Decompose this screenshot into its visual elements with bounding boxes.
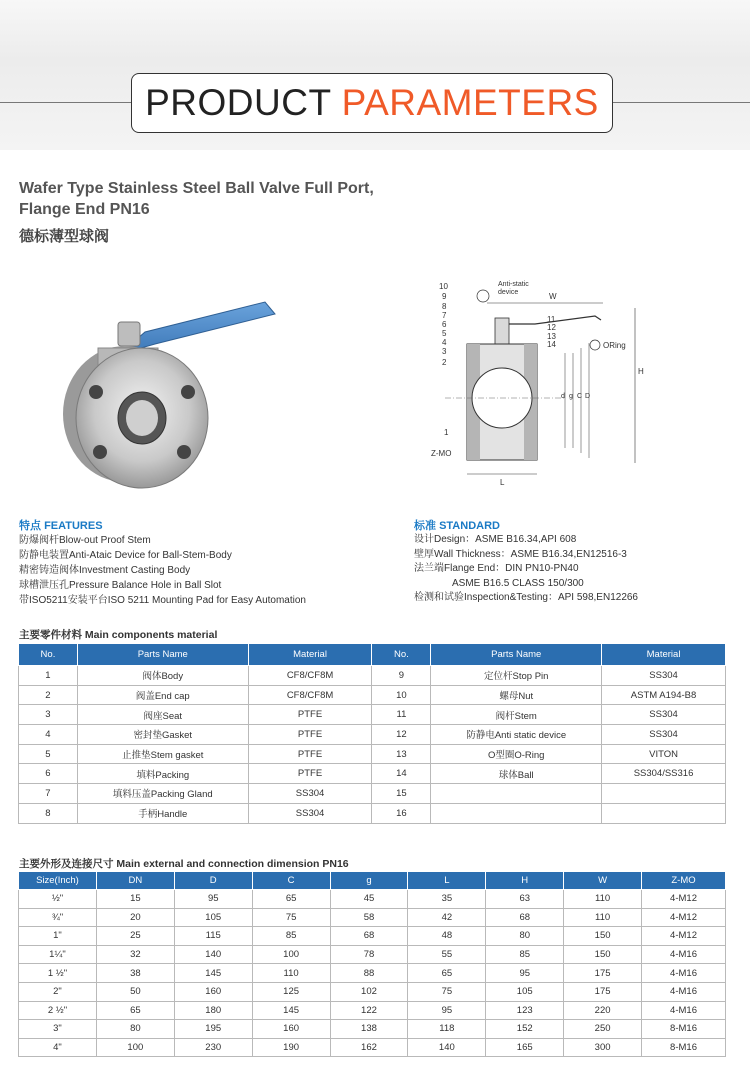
dimension-table-body: [19, 890, 726, 1057]
part-no-label: 12: [547, 323, 556, 332]
table-cell: 85: [486, 945, 564, 964]
standard-heading-cn: 标准: [414, 520, 436, 532]
table-cell: 阀体Body: [77, 666, 248, 686]
table-cell: ASTM A194-B8: [602, 685, 726, 705]
table-cell: 140: [408, 1038, 486, 1057]
table-cell: 250: [564, 1020, 642, 1039]
oring-detail-icon: [590, 340, 600, 350]
part-no-label: 9: [442, 292, 447, 301]
table-cell: 定位杆Stop Pin: [431, 666, 602, 686]
table-row: [19, 784, 726, 804]
table-cell: 110: [252, 964, 330, 983]
title-word-parameters: PARAMETERS: [341, 82, 599, 123]
part-no-label: 6: [442, 320, 447, 329]
table-row: [19, 685, 726, 705]
table-cell: 105: [174, 908, 252, 927]
part-no-label: 10: [439, 282, 448, 291]
part-no-label: 2: [442, 358, 447, 367]
table-cell: SS304/SS316: [602, 764, 726, 784]
table-cell: CF8/CF8M: [248, 666, 372, 686]
table-cell: 11: [372, 705, 431, 725]
part-no-label: 1: [444, 428, 449, 437]
bolt-hole: [93, 445, 107, 459]
col-header: g: [330, 872, 408, 890]
table-cell: 1 ½": [19, 964, 97, 983]
table-row: [19, 964, 726, 983]
table-cell: 95: [174, 890, 252, 909]
table-cell: 150: [564, 927, 642, 946]
table-cell: 2: [19, 685, 78, 705]
table-cell: 138: [330, 1020, 408, 1039]
standard-item: 检测和试验Inspection&Testing：API 598,EN12266: [414, 592, 638, 604]
table-cell: 10: [372, 685, 431, 705]
table-cell: SS304: [248, 803, 372, 823]
dimension-table-title: [19, 856, 349, 871]
table-row: [19, 890, 726, 909]
table-cell: 9: [372, 666, 431, 686]
col-header: D: [174, 872, 252, 890]
table-cell: PTFE: [248, 725, 372, 745]
part-no-label: 3: [442, 347, 447, 356]
table-cell: 螺母Nut: [431, 685, 602, 705]
bolt-hole: [177, 445, 191, 459]
col-header: Material: [602, 644, 726, 666]
table-cell: [431, 803, 602, 823]
table-cell: 8-M16: [642, 1020, 726, 1039]
dim-d-label: d: [561, 393, 565, 400]
col-header: L: [408, 872, 486, 890]
table-cell: 4-M12: [642, 890, 726, 909]
col-header: Parts Name: [77, 644, 248, 666]
table-cell: 45: [330, 890, 408, 909]
dim-D-label: D: [585, 393, 591, 400]
table-cell: 110: [564, 890, 642, 909]
table-cell: 65: [252, 890, 330, 909]
features-list: [19, 533, 306, 608]
table-cell: O型圈O-Ring: [431, 744, 602, 764]
table-cell: 4-M12: [642, 927, 726, 946]
table-row: [19, 725, 726, 745]
table-cell: 160: [174, 982, 252, 1001]
dimension-title-suffix: PN16: [322, 858, 349, 870]
table-cell: 阀座Seat: [77, 705, 248, 725]
table-cell: 100: [96, 1038, 174, 1057]
col-header: No.: [372, 644, 431, 666]
table-cell: 48: [408, 927, 486, 946]
table-row: [19, 908, 726, 927]
table-cell: 3: [19, 705, 78, 725]
components-table-title: 主要零件材料 Main components material: [19, 629, 218, 641]
table-cell: PTFE: [248, 764, 372, 784]
standard-item: 壁厚Wall Thickness：ASME B16.34,EN12516-3: [414, 548, 627, 560]
part-no-label: 5: [442, 329, 447, 338]
standard-list: [414, 533, 638, 606]
standard-heading: [414, 517, 500, 533]
header-left-rule: [0, 102, 131, 103]
table-cell: 2 ½": [19, 1001, 97, 1020]
table-cell: 止推垫Stem gasket: [77, 744, 248, 764]
table-cell: 阀杆Stem: [431, 705, 602, 725]
table-cell: 115: [174, 927, 252, 946]
ball-surface: [126, 400, 158, 436]
table-cell: 1¼": [19, 945, 97, 964]
title-word-product: PRODUCT: [145, 82, 331, 123]
table-cell: 78: [330, 945, 408, 964]
table-cell: 88: [330, 964, 408, 983]
part-no-label: 7: [442, 311, 447, 320]
components-table: [18, 643, 726, 824]
table-cell: CF8/CF8M: [248, 685, 372, 705]
table-cell: 1: [19, 666, 78, 686]
table-cell: 80: [96, 1020, 174, 1039]
table-cell: SS304: [602, 705, 726, 725]
table-cell: 165: [486, 1038, 564, 1057]
table-cell: 20: [96, 908, 174, 927]
part-no-label: 13: [547, 332, 556, 341]
table-cell: 4": [19, 1038, 97, 1057]
table-cell: SS304: [602, 725, 726, 745]
feature-item: 精密铸造阀体Investment Casting Body: [19, 565, 191, 576]
table-cell: ½": [19, 890, 97, 909]
table-cell: PTFE: [248, 744, 372, 764]
table-cell: 32: [96, 945, 174, 964]
dim-h-label: H: [638, 367, 644, 376]
anti-static-detail-icon: [477, 290, 489, 302]
table-cell: 13: [372, 744, 431, 764]
bolt-hole: [181, 385, 195, 399]
table-cell: 102: [330, 982, 408, 1001]
dimension-table: [18, 871, 726, 1057]
part-no-label: 11: [547, 315, 556, 324]
part-no-label: 8: [442, 302, 447, 311]
standard-item: 法兰端Flange End：DIN PN10-PN40: [414, 563, 579, 575]
table-cell: 12: [372, 725, 431, 745]
table-cell: 58: [330, 908, 408, 927]
product-title-cn: 德标薄型球阀: [19, 228, 110, 245]
table-cell: 105: [486, 982, 564, 1001]
table-cell: 118: [408, 1020, 486, 1039]
header-right-rule: [613, 102, 750, 103]
table-cell: 75: [408, 982, 486, 1001]
table-row: [19, 744, 726, 764]
table-row: [19, 666, 726, 686]
dim-l-label: L: [500, 478, 505, 487]
col-header: Material: [248, 644, 372, 666]
table-cell: [431, 784, 602, 804]
feature-item: 防静电装置Anti-Ataic Device for Ball-Stem-Body: [19, 550, 232, 561]
table-cell: 63: [486, 890, 564, 909]
table-cell: SS304: [602, 666, 726, 686]
table-cell: 14: [372, 764, 431, 784]
table-cell: 手柄Handle: [77, 803, 248, 823]
table-row: [19, 945, 726, 964]
table-cell: 1": [19, 927, 97, 946]
table-cell: 110: [564, 908, 642, 927]
table-cell: 95: [486, 964, 564, 983]
table-cell: 75: [252, 908, 330, 927]
table-cell: 阀盖End cap: [77, 685, 248, 705]
table-cell: 4-M16: [642, 982, 726, 1001]
bolt-hole: [89, 385, 103, 399]
table-cell: 195: [174, 1020, 252, 1039]
col-header: Z-MO: [642, 872, 726, 890]
features-heading-cn: 特点: [19, 520, 41, 532]
valve-photo: [50, 292, 310, 492]
table-cell: 125: [252, 982, 330, 1001]
table-cell: 4-M12: [642, 908, 726, 927]
table-row: [19, 1020, 726, 1039]
table-cell: 2": [19, 982, 97, 1001]
table-cell: 15: [372, 784, 431, 804]
table-cell: 65: [96, 1001, 174, 1020]
table-cell: 95: [408, 1001, 486, 1020]
col-header: DN: [96, 872, 174, 890]
table-cell: 68: [486, 908, 564, 927]
table-cell: 175: [564, 964, 642, 983]
table-cell: 8: [19, 803, 78, 823]
standard-item: ASME B16.5 CLASS 150/300: [452, 577, 584, 589]
table-cell: 35: [408, 890, 486, 909]
table-cell: 122: [330, 1001, 408, 1020]
device-label: device: [498, 289, 519, 296]
components-header-row: [19, 644, 726, 666]
table-row: [19, 803, 726, 823]
table-cell: 300: [564, 1038, 642, 1057]
table-cell: 150: [564, 945, 642, 964]
feature-item: 防爆阀杆Blow-out Proof Stem: [19, 535, 151, 546]
stem-nut: [118, 322, 140, 346]
dim-w-label: W: [549, 292, 557, 301]
features-heading-en: FEATURES: [44, 520, 103, 532]
anti-static-label: Anti-static: [498, 281, 529, 288]
dim-c-label: C: [577, 393, 583, 400]
table-cell: 4-M16: [642, 1001, 726, 1020]
table-cell: 162: [330, 1038, 408, 1057]
handle-shape: [120, 302, 275, 354]
col-header: H: [486, 872, 564, 890]
table-cell: 25: [96, 927, 174, 946]
table-cell: SS304: [248, 784, 372, 804]
table-cell: 15: [96, 890, 174, 909]
dim-g-label: g: [569, 393, 573, 400]
table-cell: 3": [19, 1020, 97, 1039]
feature-item: 带ISO5211安装平台ISO 5211 Mounting Pad for Easy Automation: [19, 595, 306, 606]
table-cell: 填料压盖Packing Gland: [77, 784, 248, 804]
page-title-banner: [131, 73, 613, 133]
table-cell: 152: [486, 1020, 564, 1039]
table-cell: 230: [174, 1038, 252, 1057]
table-row: [19, 927, 726, 946]
oring-label: ORing: [603, 341, 626, 350]
table-cell: 160: [252, 1020, 330, 1039]
table-cell: [602, 803, 726, 823]
table-cell: 4-M16: [642, 964, 726, 983]
table-cell: 80: [486, 927, 564, 946]
table-cell: [602, 784, 726, 804]
zmo-label: Z-MO: [431, 449, 452, 458]
table-row: [19, 705, 726, 725]
standard-item: 设计Design：ASME B16.34,API 608: [414, 534, 577, 545]
table-cell: 180: [174, 1001, 252, 1020]
table-row: [19, 982, 726, 1001]
table-cell: 4-M16: [642, 945, 726, 964]
table-cell: PTFE: [248, 705, 372, 725]
part-no-label: 4: [442, 338, 447, 347]
components-table-body: [19, 666, 726, 824]
col-header: No.: [19, 644, 78, 666]
feature-item: 球槽泄压孔Pressure Balance Hole in Ball Slot: [19, 580, 222, 591]
table-cell: 140: [174, 945, 252, 964]
table-cell: 55: [408, 945, 486, 964]
technical-drawing: [425, 278, 655, 488]
table-cell: 7: [19, 784, 78, 804]
table-cell: 38: [96, 964, 174, 983]
part-no-label: 14: [547, 340, 556, 349]
product-title-line1: Wafer Type Stainless Steel Ball Valve Full Port,: [19, 180, 374, 197]
col-header: W: [564, 872, 642, 890]
table-cell: 6: [19, 764, 78, 784]
table-row: [19, 764, 726, 784]
table-cell: 145: [174, 964, 252, 983]
table-cell: 65: [408, 964, 486, 983]
table-cell: 123: [486, 1001, 564, 1020]
table-cell: 球体Ball: [431, 764, 602, 784]
table-cell: 68: [330, 927, 408, 946]
table-row: [19, 1001, 726, 1020]
table-cell: 175: [564, 982, 642, 1001]
table-cell: 145: [252, 1001, 330, 1020]
features-heading: [19, 517, 103, 533]
table-cell: 50: [96, 982, 174, 1001]
product-title: [19, 178, 374, 246]
table-cell: 190: [252, 1038, 330, 1057]
col-header: Size(Inch): [19, 872, 97, 890]
table-cell: 220: [564, 1001, 642, 1020]
table-cell: 42: [408, 908, 486, 927]
table-cell: 16: [372, 803, 431, 823]
table-cell: 密封垫Gasket: [77, 725, 248, 745]
col-header: C: [252, 872, 330, 890]
table-cell: VITON: [602, 744, 726, 764]
table-cell: 4: [19, 725, 78, 745]
table-cell: 填料Packing: [77, 764, 248, 784]
table-row: [19, 1038, 726, 1057]
table-cell: 100: [252, 945, 330, 964]
product-title-line2: Flange End PN16: [19, 201, 150, 218]
table-cell: 防静电Anti static device: [431, 725, 602, 745]
table-cell: 5: [19, 744, 78, 764]
col-header: Parts Name: [431, 644, 602, 666]
table-cell: 85: [252, 927, 330, 946]
standard-heading-en: STANDARD: [439, 520, 500, 532]
table-cell: 8-M16: [642, 1038, 726, 1057]
table-cell: ¾": [19, 908, 97, 927]
dimension-header-row: [19, 872, 726, 890]
dimension-title-text: 主要外形及连接尺寸 Main external and connection dimension: [19, 858, 320, 870]
